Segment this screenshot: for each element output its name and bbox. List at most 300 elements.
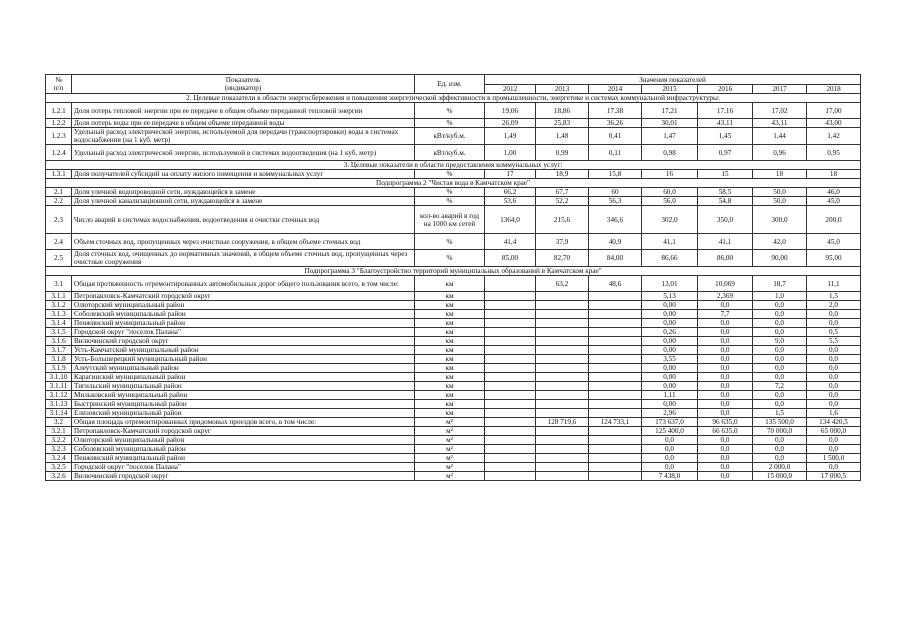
row-unit: кол-во аварий в год на 1000 км сетей (415, 206, 485, 234)
row-value (485, 382, 536, 391)
row-value: 5,13 (642, 292, 698, 301)
table-row (46, 197, 861, 206)
row-value: 18,86 (536, 103, 589, 119)
row-value (589, 382, 642, 391)
row-number: 3.2.5 (46, 463, 72, 472)
row-value: 0,00 (642, 301, 698, 310)
row-indicator-name: Петропавловск-Камчатский городской округ (72, 427, 415, 436)
row-number: 2.3 (46, 206, 72, 234)
row-value: 0,97 (698, 145, 753, 161)
header-year: 2016 (698, 85, 753, 94)
row-value: 86,00 (698, 250, 753, 267)
row-indicator-name: Доля сточных вод, очищенных до нормативных значений, в общем объеме сточных вод, пропущенных через очистные сооружения (72, 250, 415, 267)
row-value (485, 463, 536, 472)
row-number: 1.2.4 (46, 145, 72, 161)
row-number: 3.1.9 (46, 364, 72, 373)
row-value (485, 355, 536, 364)
row-value (589, 346, 642, 355)
row-value: 0,0 (807, 373, 861, 382)
row-value: 346,6 (589, 206, 642, 234)
row-value: 43,00 (807, 119, 861, 128)
row-value: 0,98 (642, 145, 698, 161)
row-value: 0,0 (698, 346, 753, 355)
header-values-title: Значения показателей (485, 75, 861, 85)
row-indicator-name: Городской округ "поселок Палана" (72, 328, 415, 337)
row-value: 0,0 (807, 346, 861, 355)
row-value (589, 436, 642, 445)
header-year: 2015 (642, 85, 698, 94)
row-value (536, 427, 589, 436)
row-value: 125 400,0 (642, 427, 698, 436)
row-value: 0,5 (807, 328, 861, 337)
row-value: 0,0 (753, 400, 807, 409)
row-value: 0,0 (698, 454, 753, 463)
row-value: 0,0 (698, 436, 753, 445)
row-indicator-name: Мильковский муниципальный район (72, 391, 415, 400)
row-value: 1,48 (536, 128, 589, 145)
row-value: 0,0 (698, 319, 753, 328)
header-year: 2012 (485, 85, 536, 94)
row-value: 0,00 (642, 337, 698, 346)
row-value (536, 373, 589, 382)
row-value: 0,0 (698, 382, 753, 391)
row-value: 7,2 (753, 382, 807, 391)
row-value: 1,49 (485, 128, 536, 145)
row-value (536, 445, 589, 454)
row-number: 3.2.1 (46, 427, 72, 436)
row-unit: км (415, 337, 485, 346)
row-value: 10,069 (698, 276, 753, 292)
row-unit: км (415, 373, 485, 382)
row-value (589, 409, 642, 418)
row-number: 1.2.3 (46, 128, 72, 145)
row-value: 0,0 (753, 436, 807, 445)
row-value: 26,09 (485, 119, 536, 128)
row-value: 66 635,0 (698, 427, 753, 436)
row-value: 0,0 (753, 373, 807, 382)
row-value: 56,0 (642, 197, 698, 206)
row-value (536, 337, 589, 346)
row-value: 350,0 (698, 206, 753, 234)
section-row (46, 161, 861, 170)
row-value: 67,7 (536, 188, 589, 197)
row-value: 1,11 (642, 391, 698, 400)
row-number: 3.1.13 (46, 400, 72, 409)
row-unit: км (415, 310, 485, 319)
row-value (536, 436, 589, 445)
header-unit: Ед. изм. (415, 75, 485, 94)
row-value: 82,70 (536, 250, 589, 267)
row-value: 30,01 (642, 119, 698, 128)
row-value (536, 310, 589, 319)
row-unit: м² (415, 472, 485, 481)
row-value: 1,42 (807, 128, 861, 145)
row-value (589, 391, 642, 400)
row-value (589, 355, 642, 364)
section-title: Подпрограмма 2 "Чистая вода в Камчатском крае" (46, 179, 861, 188)
header-year: 2018 (807, 85, 861, 94)
row-unit: км (415, 364, 485, 373)
row-value (589, 319, 642, 328)
row-number: 1.2.2 (46, 119, 72, 128)
row-value (536, 463, 589, 472)
row-value: 40,9 (589, 234, 642, 250)
row-unit: кВт/куб.м. (415, 128, 485, 145)
row-number: 1.3.1 (46, 170, 72, 179)
row-unit: % (415, 103, 485, 119)
row-value: 63,2 (536, 276, 589, 292)
table-row (46, 103, 861, 119)
row-value: 0,0 (753, 310, 807, 319)
row-indicator-name: Вилючинский городской округ (72, 337, 415, 346)
row-value: 0,0 (698, 373, 753, 382)
row-value (589, 337, 642, 346)
row-value: 84,00 (589, 250, 642, 267)
row-value (536, 391, 589, 400)
row-unit: % (415, 197, 485, 206)
row-unit: км (415, 409, 485, 418)
table-row (46, 472, 861, 481)
row-number: 3.1.7 (46, 346, 72, 355)
row-value: 0,0 (807, 355, 861, 364)
row-value: 18 (753, 170, 807, 179)
row-value: 86,66 (642, 250, 698, 267)
row-number: 3.1.1 (46, 292, 72, 301)
row-value (485, 346, 536, 355)
row-value: 43,11 (698, 119, 753, 128)
row-value (589, 328, 642, 337)
row-value: 90,00 (753, 250, 807, 267)
table-row (46, 310, 861, 319)
table-row (46, 188, 861, 197)
row-value: 300,0 (753, 206, 807, 234)
row-value: 0,0 (753, 319, 807, 328)
table-row (46, 346, 861, 355)
row-unit: % (415, 234, 485, 250)
row-value: 15 000,0 (753, 472, 807, 481)
row-number: 3.1.3 (46, 310, 72, 319)
row-value: 302,0 (642, 206, 698, 234)
row-value (536, 454, 589, 463)
row-value: 25,83 (536, 119, 589, 128)
row-value: 17 (485, 170, 536, 179)
row-value: 41,4 (485, 234, 536, 250)
row-value (485, 319, 536, 328)
row-number: 3.2.2 (46, 436, 72, 445)
table-row (46, 436, 861, 445)
row-number: 3.1.8 (46, 355, 72, 364)
table-row (46, 400, 861, 409)
table-row (46, 364, 861, 373)
row-unit: м² (415, 436, 485, 445)
row-value: 0,0 (807, 400, 861, 409)
table-row (46, 170, 861, 179)
row-value: 18,7 (753, 276, 807, 292)
section-row (46, 94, 861, 103)
row-value (589, 301, 642, 310)
row-value (589, 427, 642, 436)
row-number: 3.1.6 (46, 337, 72, 346)
row-value: 45,0 (807, 234, 861, 250)
row-unit: км (415, 276, 485, 292)
row-value (485, 391, 536, 400)
row-unit: м² (415, 427, 485, 436)
header-year: 2014 (589, 85, 642, 94)
row-value (485, 373, 536, 382)
row-value: 11,1 (807, 276, 861, 292)
row-value (485, 337, 536, 346)
row-value: 1,5 (807, 292, 861, 301)
section-row (46, 179, 861, 188)
row-value: 0,41 (589, 128, 642, 145)
row-value (485, 364, 536, 373)
row-value (485, 436, 536, 445)
row-value: 13,01 (642, 276, 698, 292)
row-value: 18,9 (536, 170, 589, 179)
row-unit: % (415, 119, 485, 128)
row-unit: км (415, 391, 485, 400)
table-row (46, 119, 861, 128)
row-value: 17,38 (589, 103, 642, 119)
row-value: 0,00 (642, 373, 698, 382)
row-value: 37,9 (536, 234, 589, 250)
row-number: 3.1.5 (46, 328, 72, 337)
row-value (485, 310, 536, 319)
row-value (485, 445, 536, 454)
row-number: 3.1.11 (46, 382, 72, 391)
section-title: 2. Целевые показатели в области энергосбережения и повышения энергетической эффективности в промышленности, энергетике и системах коммунальной инфраструктуры: (46, 94, 861, 103)
table-row (46, 355, 861, 364)
row-value: 215,6 (536, 206, 589, 234)
row-value (485, 418, 536, 427)
row-value: 1 500,0 (807, 454, 861, 463)
row-unit: км (415, 301, 485, 310)
row-value: 60,0 (642, 188, 698, 197)
table-row (46, 409, 861, 418)
row-unit: м² (415, 454, 485, 463)
row-value: 19,06 (485, 103, 536, 119)
row-number: 3.1.14 (46, 409, 72, 418)
row-value (536, 328, 589, 337)
row-indicator-name: Пенжинский муниципальный район (72, 454, 415, 463)
row-value (589, 400, 642, 409)
row-value: 0,0 (807, 391, 861, 400)
table-row (46, 145, 861, 161)
row-number: 2.2 (46, 197, 72, 206)
row-value (536, 364, 589, 373)
row-value (485, 328, 536, 337)
row-value: 50,0 (753, 188, 807, 197)
row-value: 95,00 (807, 250, 861, 267)
row-value: 1364,0 (485, 206, 536, 234)
row-indicator-name: Объем сточных вод, пропущенных через очистные сооружения, в общем объеме сточных вод (72, 234, 415, 250)
row-value: 53,6 (485, 197, 536, 206)
row-value: 17,16 (698, 103, 753, 119)
row-value: 0,0 (753, 328, 807, 337)
row-value (536, 472, 589, 481)
row-indicator-name: Удельный расход электрической энергии, используемой в системах водоотведения (на 1 куб. метр) (72, 145, 415, 161)
row-value: 0,00 (642, 346, 698, 355)
row-value: 58,5 (698, 188, 753, 197)
row-value: 0,0 (753, 364, 807, 373)
row-unit: % (415, 188, 485, 197)
row-value: 41,1 (642, 234, 698, 250)
table-row (46, 206, 861, 234)
row-unit: % (415, 170, 485, 179)
row-value: 0,0 (642, 454, 698, 463)
row-value: 0,0 (807, 382, 861, 391)
row-unit: м² (415, 463, 485, 472)
row-value: 15,8 (589, 170, 642, 179)
row-value (589, 454, 642, 463)
row-value: 0,0 (753, 454, 807, 463)
table-row (46, 382, 861, 391)
row-value: 0,00 (642, 382, 698, 391)
row-indicator-name: Быстринский муниципальный район (72, 400, 415, 409)
table-row (46, 301, 861, 310)
row-value: 0,0 (642, 436, 698, 445)
row-value: 1,44 (753, 128, 807, 145)
row-unit: м² (415, 445, 485, 454)
row-indicator-name: Соболевский муниципальный район (72, 310, 415, 319)
row-indicator-name: Тигильский муниципальный район (72, 382, 415, 391)
row-value (485, 400, 536, 409)
indicators-table (45, 74, 861, 481)
row-indicator-name: Доля уличной водопроводной сети, нуждающейся в замене (72, 188, 415, 197)
row-number: 3.1 (46, 276, 72, 292)
row-value: 70 000,0 (753, 427, 807, 436)
row-value: 0,0 (698, 409, 753, 418)
table-row (46, 250, 861, 267)
row-indicator-name: Доля получателей субсидий на оплату жилого помещения и коммунальных услуг (72, 170, 415, 179)
row-indicator-name: Петропавловск-Камчатский городской округ (72, 292, 415, 301)
row-value: 0,0 (698, 328, 753, 337)
row-unit: км (415, 355, 485, 364)
row-indicator-name: Общая протяженность отремонтированных автомобильных дорог общего пользования всего, в том числе: (72, 276, 415, 292)
row-number: 1.2.1 (46, 103, 72, 119)
row-value: 36,26 (589, 119, 642, 128)
row-value: 5,5 (807, 337, 861, 346)
row-number: 3.1.4 (46, 319, 72, 328)
row-number: 3.2.6 (46, 472, 72, 481)
row-value: 0,95 (807, 145, 861, 161)
row-value: 18 (807, 170, 861, 179)
row-value (485, 301, 536, 310)
row-value: 0,99 (536, 145, 589, 161)
row-value: 128 719,6 (536, 418, 589, 427)
section-row (46, 267, 861, 276)
row-value: 0,11 (589, 145, 642, 161)
row-value: 0,0 (698, 301, 753, 310)
row-value: 16 (642, 170, 698, 179)
row-value: 15 (698, 170, 753, 179)
section-title: 3. Целевые показатели в области предоставления коммунальных услуг: (46, 161, 861, 170)
indicators-table-sheet (45, 74, 860, 481)
table-header-row (46, 75, 861, 85)
row-value: 7 438,0 (642, 472, 698, 481)
row-value: 0,0 (753, 355, 807, 364)
row-value: 0,0 (807, 445, 861, 454)
row-indicator-name: Общая площадь отремонтированных придомовых проездов всего, в том числе: (72, 418, 415, 427)
row-value (589, 310, 642, 319)
row-indicator-name: Доля потерь тепловой энергии при ее передаче в общем объеме переданной тепловой энергии (72, 103, 415, 119)
row-indicator-name: Доля потерь воды при ее передаче в общем объеме переданной воды (72, 119, 415, 128)
row-value: 0,0 (807, 364, 861, 373)
row-value: 2 000,0 (753, 463, 807, 472)
table-row (46, 337, 861, 346)
row-value: 45,0 (807, 197, 861, 206)
row-value (589, 364, 642, 373)
row-value: 52,2 (536, 197, 589, 206)
header-year: 2013 (536, 85, 589, 94)
row-number: 3.2.3 (46, 445, 72, 454)
row-value: 0,0 (807, 436, 861, 445)
row-value: 0,96 (753, 145, 807, 161)
row-value: 96 635,0 (698, 418, 753, 427)
row-unit: км (415, 382, 485, 391)
row-indicator-name: Доля уличной канализационной сети, нуждающейся в замене (72, 197, 415, 206)
row-value: 0,0 (698, 355, 753, 364)
row-value: 0,00 (642, 310, 698, 319)
row-number: 3.2 (46, 418, 72, 427)
row-value (536, 382, 589, 391)
header-indicator: Показатель (индикатор) (72, 75, 415, 94)
row-indicator-name: Городской округ "поселок Палана" (72, 463, 415, 472)
row-value: 0,0 (642, 463, 698, 472)
row-indicator-name: Елизовский муниципальный район (72, 409, 415, 418)
row-indicator-name: Карагинский муниципальный район (72, 373, 415, 382)
row-value (485, 427, 536, 436)
row-value: 1,6 (807, 409, 861, 418)
table-row (46, 234, 861, 250)
row-value: 41,1 (698, 234, 753, 250)
row-value (485, 409, 536, 418)
row-number: 2.1 (46, 188, 72, 197)
row-value (589, 445, 642, 454)
row-value: 2,96 (642, 409, 698, 418)
row-value: 42,0 (753, 234, 807, 250)
row-value (536, 355, 589, 364)
row-value (536, 319, 589, 328)
row-value: 85,00 (485, 250, 536, 267)
row-value: 200,0 (807, 206, 861, 234)
row-indicator-name: Число аварий в системах водоснабжения, водоотведения и очистки сточных вод (72, 206, 415, 234)
row-value (485, 292, 536, 301)
row-value (536, 346, 589, 355)
row-value: 0,0 (698, 391, 753, 400)
row-value: 9,0 (753, 337, 807, 346)
row-value: 17,02 (753, 103, 807, 119)
row-value: 1,45 (698, 128, 753, 145)
row-unit: кВт/куб.м. (415, 145, 485, 161)
row-number: 2.4 (46, 234, 72, 250)
row-indicator-name: Алеутский муниципальный район (72, 364, 415, 373)
row-indicator-name: Усть-Большерецкий муниципальный район (72, 355, 415, 364)
table-row (46, 454, 861, 463)
row-indicator-name: Вилючинский городской округ (72, 472, 415, 481)
row-value: 7,7 (698, 310, 753, 319)
row-unit: км (415, 400, 485, 409)
row-number: 3.2.4 (46, 454, 72, 463)
table-row (46, 373, 861, 382)
row-value: 50,0 (753, 197, 807, 206)
row-value: 0,0 (642, 445, 698, 454)
row-value: 0,0 (753, 346, 807, 355)
table-row (46, 328, 861, 337)
row-value: 66,2 (485, 188, 536, 197)
row-value (536, 301, 589, 310)
table-row (46, 319, 861, 328)
